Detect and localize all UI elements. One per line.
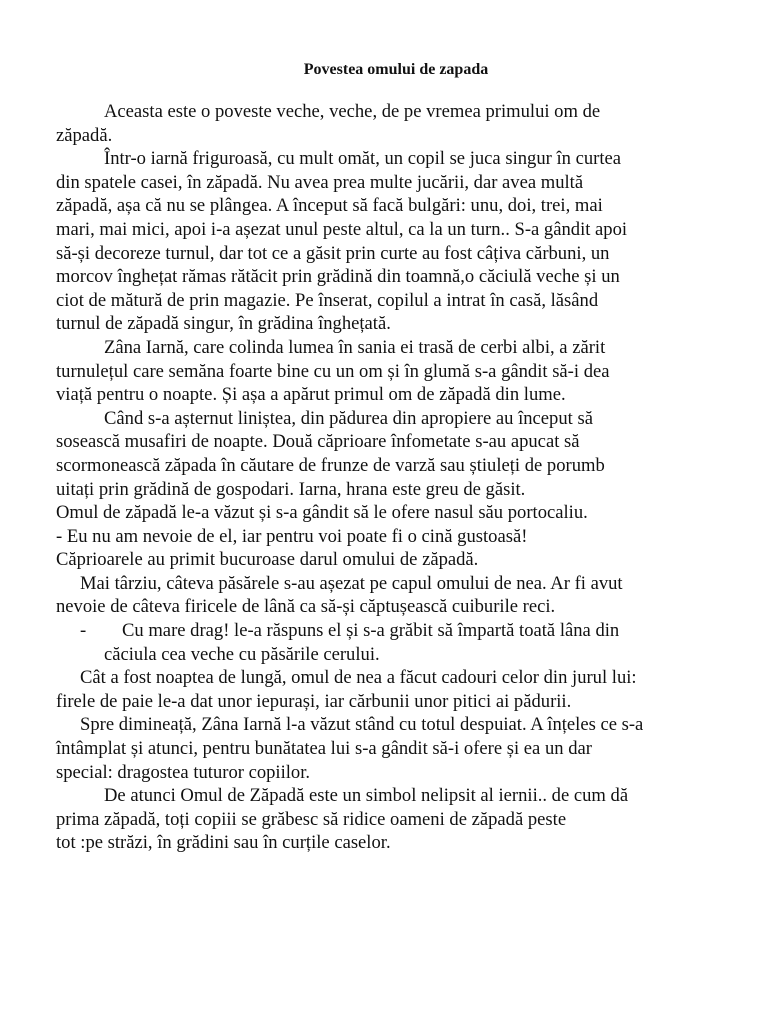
dialogue-list-item [56,619,736,643]
text-line: - Eu nu am nevoie de el, iar pentru voi poate fi o cină gustoasă! [56,525,528,547]
story-body [56,100,736,855]
text-line: Mai târziu, câteva păsărele s-au așezat pe capul omului de nea. Ar fi avut [80,572,623,594]
text-line: sosească musafiri de noapte. Două căprioare înfometate s-au apucat să [56,431,580,453]
text-line: tot :pe străzi, în grădini sau în curțile caselor. [56,832,391,854]
document-title: Povestea omului de zapada [303,61,489,78]
text-line: morcov înghețat rămas rătăcit prin grădină din toamnă,o căciulă veche și un [56,266,620,288]
text-line: Omul de zăpadă le-a văzut și s-a gândit să le ofere nasul său portocaliu. [56,502,588,524]
text-line: căciula cea veche cu păsările cerului. [104,643,380,665]
text-line: din spatele casei, în zăpadă. Nu avea prea multe jucării, dar avea multă [56,171,584,193]
text-line: Spre dimineață, Zâna Iarnă l-a văzut stând cu totul despuiat. A înțeles ce s-a [80,714,644,736]
text-line: să-și decoreze turnul, dar tot ce a găsit prin curte au fost câțiva cărbuni, un [56,242,610,264]
text-line: prima zăpadă, toți copiii se grăbesc să ridice oameni de zăpadă peste [56,808,567,830]
text-line: viață pentru o noapte. Și așa a apărut primul om de zăpadă din lume. [56,384,566,406]
text-line: turnul de zăpadă singur, în grădina înghețată. [56,313,391,335]
text-line: Zâna Iarnă, care colinda lumea în sania ei trasă de cerbi albi, a zărit [104,336,606,358]
text-line: firele de paie le-a dat unor iepurași, iar cărbunii unor pitici ai pădurii. [56,690,572,712]
text-line: De atunci Omul de Zăpadă este un simbol nelipsit al iernii.. de cum dă [104,785,629,807]
text-line: Când s-a așternut liniștea, din pădurea din apropiere au început să [104,407,593,429]
text-line: întâmplat și atunci, pentru bunătatea lui s-a gândit să-i ofere și ea un dar [56,738,592,760]
list-dash-marker: - [80,620,87,642]
text-line: Căprioarele au primit bucuroase darul omului de zăpadă. [56,549,479,571]
document-page [56,60,736,855]
text-line: zăpadă. [56,124,113,146]
text-line: nevoie de câteva firicele de lână ca să-și căptușească cuiburile reci. [56,596,556,618]
text-line: zăpadă, așa că nu se plângea. A început să facă bulgări: unu, doi, trei, mai [56,195,603,217]
text-line: Cu mare drag! le-a răspuns el și s-a grăbit să împartă toată lâna din [122,620,620,642]
text-line: Într-o iarnă friguroasă, cu mult omăt, un copil se juca singur în curtea [104,148,621,170]
text-line: uitați prin grădină de gospodari. Iarna, hrana este greu de găsit. [56,478,526,500]
text-line: special: dragostea tuturor copiilor. [56,761,311,783]
text-line: ciot de mătură de prin magazie. Pe înserat, copilul a intrat în casă, lăsând [56,289,599,311]
text-line: turnulețul care semăna foarte bine cu un om și în glumă s-a gândit să-i dea [56,360,610,382]
text-line: scormonească zăpada în căutare de frunze de varză sau știuleți de porumb [56,454,605,476]
text-line: Aceasta este o poveste veche, veche, de pe vremea primului om de [104,101,601,122]
text-line: Cât a fost noaptea de lungă, omul de nea a făcut cadouri celor din jurul lui: [80,667,637,689]
text-line: mari, mai mici, apoi i-a așezat unul peste altul, ca la un turn.. S-a gândit apoi [56,218,628,240]
